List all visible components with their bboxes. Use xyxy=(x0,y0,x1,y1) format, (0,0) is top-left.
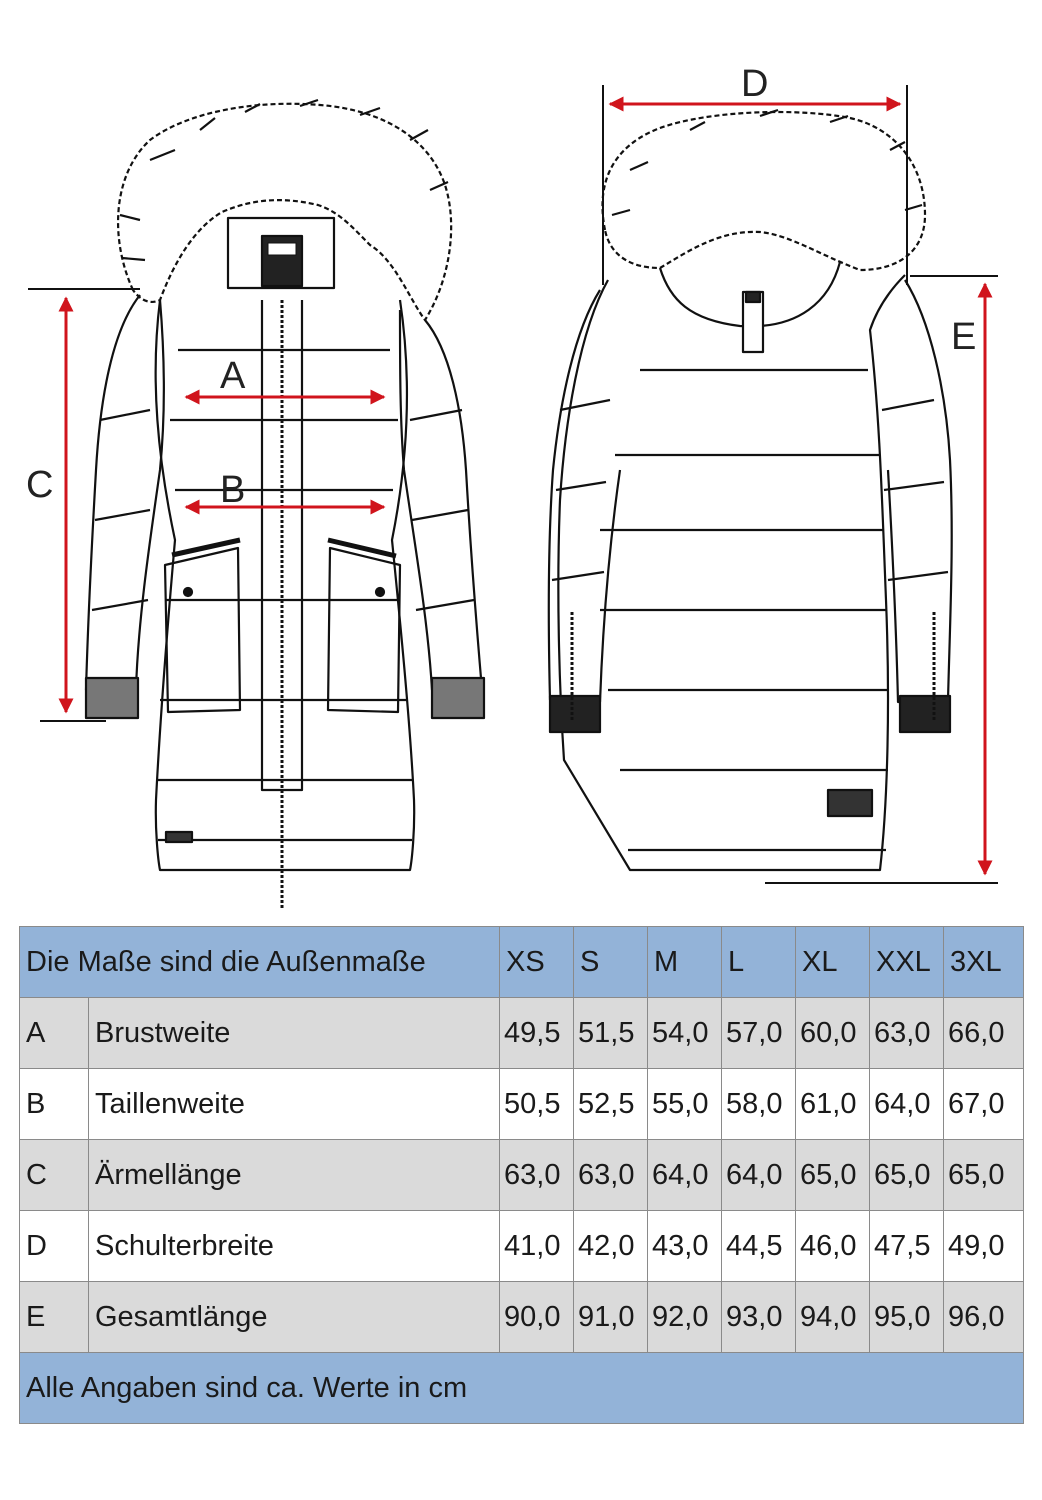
row-value: 44,5 xyxy=(722,1211,796,1282)
row-measure-name: Brustweite xyxy=(89,998,500,1069)
back-body-outline xyxy=(558,275,905,870)
row-key: B xyxy=(20,1069,89,1140)
measurement-letters xyxy=(26,63,976,511)
jacket-front-drawing xyxy=(86,100,484,910)
row-measure-name: Schulterbreite xyxy=(89,1211,500,1282)
row-value: 63,0 xyxy=(870,998,944,1069)
row-value: 67,0 xyxy=(944,1069,1024,1140)
row-value: 41,0 xyxy=(500,1211,574,1282)
row-value: 96,0 xyxy=(944,1282,1024,1353)
row-key: E xyxy=(20,1282,89,1353)
row-value: 95,0 xyxy=(870,1282,944,1353)
size-xl-header: XL xyxy=(796,927,870,998)
row-value: 46,0 xyxy=(796,1211,870,1282)
front-left-pocket xyxy=(165,548,240,712)
label-e: E xyxy=(951,316,977,358)
row-value: 51,5 xyxy=(574,998,648,1069)
size-xs-header: XS xyxy=(500,927,574,998)
row-key: D xyxy=(20,1211,89,1282)
size-chart-table xyxy=(19,926,1024,1424)
label-d: D xyxy=(741,63,769,105)
table-row xyxy=(20,1211,1024,1282)
row-value: 49,5 xyxy=(500,998,574,1069)
row-value: 63,0 xyxy=(500,1140,574,1211)
size-xxl-header: XXL xyxy=(870,927,944,998)
front-right-sleeve xyxy=(400,310,482,690)
size-l-header: L xyxy=(722,927,796,998)
row-value: 57,0 xyxy=(722,998,796,1069)
size-m-header: M xyxy=(648,927,722,998)
back-right-cuff xyxy=(900,696,950,732)
front-right-cuff xyxy=(432,678,484,718)
front-right-pocket xyxy=(328,548,400,712)
row-value: 65,0 xyxy=(870,1140,944,1211)
label-b: B xyxy=(220,469,246,511)
row-value: 50,5 xyxy=(500,1069,574,1140)
row-value: 92,0 xyxy=(648,1282,722,1353)
row-value: 64,0 xyxy=(648,1140,722,1211)
table-header-caption: Die Maße sind die Außenmaße xyxy=(20,927,500,998)
row-value: 64,0 xyxy=(722,1140,796,1211)
row-value: 58,0 xyxy=(722,1069,796,1140)
table-header-row xyxy=(20,927,1024,998)
row-measure-name: Gesamtlänge xyxy=(89,1282,500,1353)
row-key: A xyxy=(20,998,89,1069)
row-value: 54,0 xyxy=(648,998,722,1069)
label-c: C xyxy=(26,464,54,506)
table-row xyxy=(20,1282,1024,1353)
row-measure-name: Taillenweite xyxy=(89,1069,500,1140)
front-left-cuff xyxy=(86,678,138,718)
jacket-back-drawing xyxy=(549,110,952,870)
size-s-header: S xyxy=(574,927,648,998)
row-value: 61,0 xyxy=(796,1069,870,1140)
back-fur-hood xyxy=(602,112,925,270)
row-value: 63,0 xyxy=(574,1140,648,1211)
size-3xl-header: 3XL xyxy=(944,927,1024,998)
row-value: 90,0 xyxy=(500,1282,574,1353)
row-value: 94,0 xyxy=(796,1282,870,1353)
row-value: 52,5 xyxy=(574,1069,648,1140)
measurement-guides xyxy=(28,85,998,883)
table-footer-note: Alle Angaben sind ca. Werte in cm xyxy=(20,1353,1024,1424)
table-row xyxy=(20,998,1024,1069)
row-value: 60,0 xyxy=(796,998,870,1069)
row-key: C xyxy=(20,1140,89,1211)
row-value: 55,0 xyxy=(648,1069,722,1140)
row-value: 47,5 xyxy=(870,1211,944,1282)
row-value: 93,0 xyxy=(722,1282,796,1353)
row-value: 49,0 xyxy=(944,1211,1024,1282)
row-value: 64,0 xyxy=(870,1069,944,1140)
back-left-cuff xyxy=(550,696,600,732)
row-value: 65,0 xyxy=(796,1140,870,1211)
back-right-sleeve xyxy=(888,280,952,702)
table-row xyxy=(20,1069,1024,1140)
table-footer-row xyxy=(20,1353,1024,1424)
row-value: 91,0 xyxy=(574,1282,648,1353)
front-left-sleeve xyxy=(86,295,164,690)
row-value: 66,0 xyxy=(944,998,1024,1069)
label-a: A xyxy=(220,355,246,397)
row-measure-name: Ärmellänge xyxy=(89,1140,500,1211)
back-brand-patch xyxy=(828,790,872,816)
table-row xyxy=(20,1140,1024,1211)
row-value: 42,0 xyxy=(574,1211,648,1282)
row-value: 43,0 xyxy=(648,1211,722,1282)
row-value: 65,0 xyxy=(944,1140,1024,1211)
front-body-outline xyxy=(156,300,415,870)
